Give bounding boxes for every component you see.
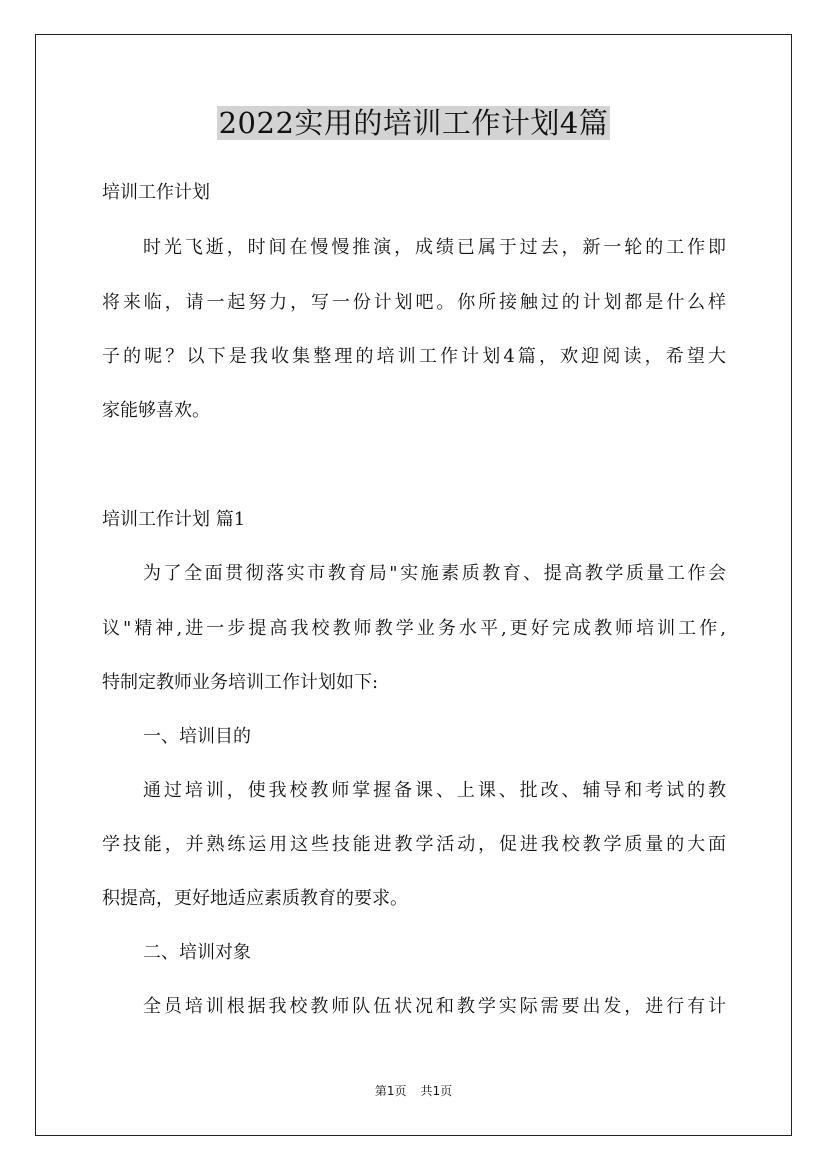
page-total: 共1页 bbox=[420, 1084, 453, 1098]
paragraph-line: 学技能，并熟练运用这些技能进教学活动，促进我校教学质量的大面 bbox=[102, 834, 726, 855]
paragraph-line: 全员培训根据我校教师队伍状况和教学实际需要出发，进行有计 bbox=[143, 996, 726, 1017]
document-title bbox=[0, 103, 827, 143]
page-footer bbox=[0, 1083, 827, 1099]
paragraph-line: 时光飞逝，时间在慢慢推演，成绩已属于过去，新一轮的工作即 bbox=[143, 237, 726, 258]
paragraph-line: 通过培训，使我校教师掌握备课、上课、批改、辅导和考试的教 bbox=[143, 780, 726, 801]
subsection-heading: 二、培训对象 bbox=[143, 942, 251, 963]
page-number: 第1页 bbox=[374, 1084, 407, 1098]
document-title-text: 2022实用的培训工作计划4篇 bbox=[218, 106, 609, 140]
section-heading: 培训工作计划 bbox=[102, 182, 210, 203]
paragraph-line: 为了全面贯彻落实市教育局"实施素质教育、提高教学质量工作会 bbox=[143, 563, 726, 584]
paragraph-line: 积提高，更好地适应素质教育的要求。 bbox=[102, 888, 408, 909]
subsection-heading: 一、培训目的 bbox=[143, 726, 251, 747]
section-heading: 培训工作计划 篇1 bbox=[102, 509, 246, 530]
paragraph-line: 议"精神,进一步提高我校教师教学业务水平,更好完成教师培训工作, bbox=[102, 618, 726, 639]
paragraph-line: 子的呢？以下是我收集整理的培训工作计划4篇，欢迎阅读，希望大 bbox=[102, 346, 726, 367]
paragraph-line: 将来临，请一起努力，写一份计划吧。你所接触过的计划都是什么样 bbox=[102, 292, 726, 313]
paragraph-line: 特制定教师业务培训工作计划如下: bbox=[102, 672, 379, 693]
paragraph-line: 家能够喜欢。 bbox=[102, 400, 210, 421]
